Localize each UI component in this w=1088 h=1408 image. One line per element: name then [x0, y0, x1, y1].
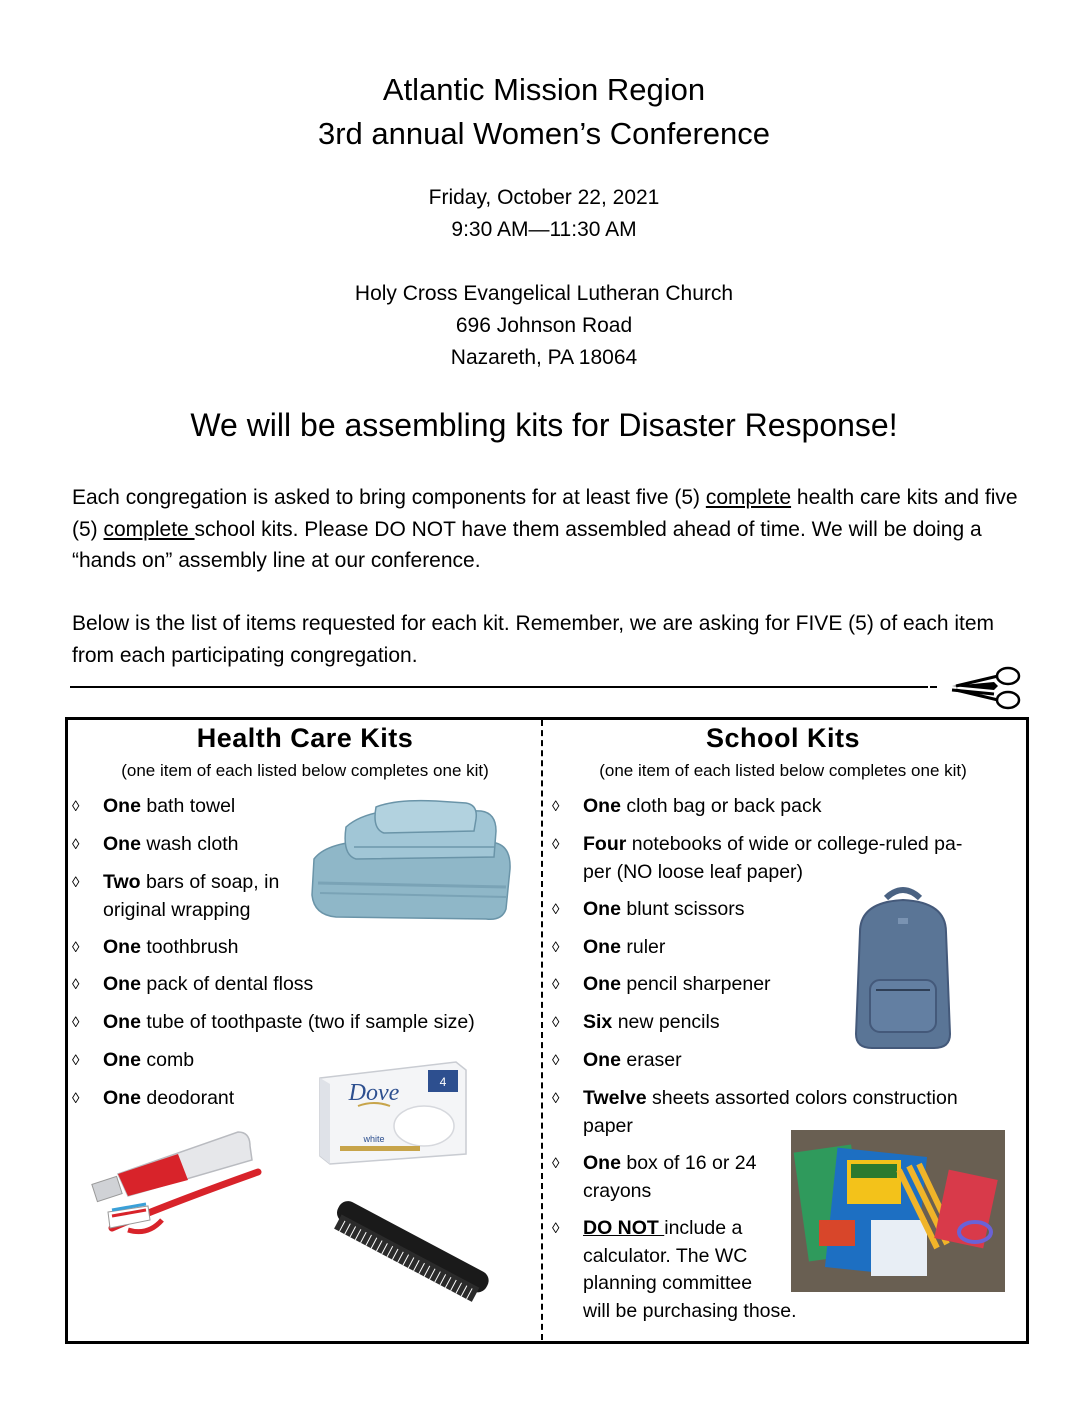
bullet-icon: ◊: [552, 1090, 560, 1107]
cut-line-dash: [930, 686, 937, 688]
item-text: blunt scissors: [620, 898, 745, 920]
health-item: [72, 1047, 195, 1075]
item-text: bars of soap, in: [140, 871, 280, 893]
item-qty: Six: [583, 1011, 613, 1033]
bullet-icon: ◊: [552, 1014, 560, 1031]
intro-text-a: Each congregation is asked to bring components for at least five (5): [72, 486, 706, 509]
health-item: [72, 831, 239, 859]
item-qty: One: [103, 1049, 141, 1071]
item-text-line-2: original wrapping: [103, 898, 251, 921]
item-text: new pencils: [612, 1011, 720, 1033]
bullet-icon: ◊: [552, 1052, 560, 1069]
title-line-2: 3rd annual Women’s Conference: [317, 116, 771, 151]
intro-underline-1: complete: [705, 486, 792, 509]
bullet-icon: ◊: [72, 1052, 80, 1069]
item-text: toothbrush: [140, 936, 239, 958]
item-text: pack of dental floss: [140, 973, 314, 995]
item-text: notebooks of wide or college-ruled pa-: [626, 833, 963, 855]
item-qty: One: [103, 1011, 141, 1033]
item-text: box of 16 or 24: [620, 1152, 757, 1174]
item-text: deodorant: [140, 1087, 235, 1109]
venue-city: Nazareth, PA 18064: [450, 346, 638, 369]
bullet-icon: ◊: [72, 798, 80, 815]
school-item: [552, 1150, 757, 1205]
item-text-line-2: per (NO loose leaf paper): [583, 860, 804, 883]
venue-name: Holy Cross Evangelical Lutheran Church: [354, 282, 734, 305]
item-qty: One: [103, 973, 141, 995]
item-qty: Two: [103, 871, 141, 893]
item-qty: DO NOT: [583, 1217, 665, 1239]
soap-count: 4: [439, 1075, 447, 1089]
item-text: wash cloth: [140, 833, 239, 855]
health-item: [72, 1009, 475, 1037]
school-item: [552, 831, 963, 886]
event-date: Friday, October 22, 2021: [428, 186, 660, 209]
school-item: [552, 934, 666, 962]
soap-box-image: [316, 1060, 468, 1166]
item-text: sheets assorted colors construction: [646, 1087, 958, 1109]
toothpaste-toothbrush-image: [88, 1124, 268, 1246]
item-qty: One: [103, 833, 141, 855]
bullet-icon: ◊: [552, 798, 560, 815]
item-text: cloth bag or back pack: [620, 795, 822, 817]
school-item: [552, 1215, 797, 1325]
school-item: [552, 1009, 720, 1037]
headline: We will be assembling kits for Disaster Response!: [190, 407, 898, 443]
soap-brand: Dove: [348, 1080, 400, 1106]
bullet-icon: ◊: [72, 1014, 80, 1031]
item-text: ruler: [620, 936, 666, 958]
event-time: 9:30 AM—11:30 AM: [451, 218, 637, 241]
intro-underline-2: complete: [103, 517, 195, 541]
item-qty: One: [583, 898, 621, 920]
health-kit-title: Health Care Kits: [196, 723, 414, 753]
bullet-icon: ◊: [552, 1155, 560, 1172]
item-text-line-2: calculator. The WC: [583, 1244, 748, 1267]
backpack-image: [846, 884, 960, 1052]
bullet-icon: ◊: [552, 976, 560, 993]
bullet-icon: ◊: [552, 901, 560, 918]
school-kit-title: School Kits: [705, 723, 860, 753]
health-item: [72, 869, 280, 924]
school-kit-subtitle: (one item of each listed below completes one kit): [599, 761, 967, 780]
title-line-1: Atlantic Mission Region: [382, 72, 706, 107]
intro-paragraph-1: [72, 482, 1032, 577]
item-text: include a: [664, 1217, 743, 1239]
item-qty: One: [583, 1152, 621, 1174]
health-kit-subtitle: (one item of each listed below completes one kit): [121, 761, 489, 780]
school-item: [552, 1047, 682, 1075]
item-text-line-2: crayons: [583, 1179, 652, 1202]
soap-variant: white: [363, 1134, 385, 1144]
kits-divider: [541, 720, 543, 1340]
item-text: comb: [140, 1049, 195, 1071]
school-item: [552, 971, 771, 999]
item-text: bath towel: [140, 795, 236, 817]
school-item: [552, 793, 822, 821]
item-text: tube of toothpaste (two if sample size): [140, 1011, 475, 1033]
bullet-icon: ◊: [72, 976, 80, 993]
intro-text-b: health care kits and five (5): [72, 486, 1018, 541]
bullet-icon: ◊: [72, 836, 80, 853]
item-qty: One: [583, 973, 621, 995]
bullet-icon: ◊: [72, 874, 80, 891]
item-text-line-2: paper: [583, 1114, 633, 1137]
item-qty: One: [103, 795, 141, 817]
item-text: eraser: [620, 1049, 682, 1071]
item-qty: One: [583, 936, 621, 958]
health-item: [72, 934, 239, 962]
cut-line: [70, 686, 928, 688]
item-qty: One: [103, 1087, 141, 1109]
item-text-line-4: will be purchasing those.: [583, 1299, 797, 1322]
bullet-icon: ◊: [552, 836, 560, 853]
item-qty: One: [103, 936, 141, 958]
intro-text-c: school kits. Please DO NOT have them assembled ahead of time. We will be doing a “hands on” assembly line at our conference.: [72, 517, 982, 572]
bullet-icon: ◊: [72, 1090, 80, 1107]
venue-street: 696 Johnson Road: [455, 314, 633, 337]
item-qty: Four: [583, 833, 627, 855]
bullet-icon: ◊: [72, 939, 80, 956]
towel-image: [306, 797, 518, 925]
item-qty: Twelve: [583, 1087, 647, 1109]
item-text-line-3: planning committee: [583, 1272, 753, 1294]
bullet-icon: ◊: [552, 939, 560, 956]
bullet-icon: ◊: [552, 1220, 560, 1237]
intro-paragraph-2: Below is the list of items requested for each kit. Remember, we are asking for FIVE (5) of each item from each participating congregation.: [72, 612, 995, 667]
comb-image: [320, 1195, 500, 1309]
scissors-icon: [946, 666, 1026, 710]
item-text: pencil sharpener: [620, 973, 771, 995]
health-item: [72, 971, 314, 999]
item-qty: One: [583, 795, 621, 817]
item-qty: One: [583, 1049, 621, 1071]
school-item: [552, 896, 745, 924]
health-item: [72, 793, 236, 821]
health-item: [72, 1085, 235, 1113]
school-supplies-image: [791, 1130, 1005, 1292]
